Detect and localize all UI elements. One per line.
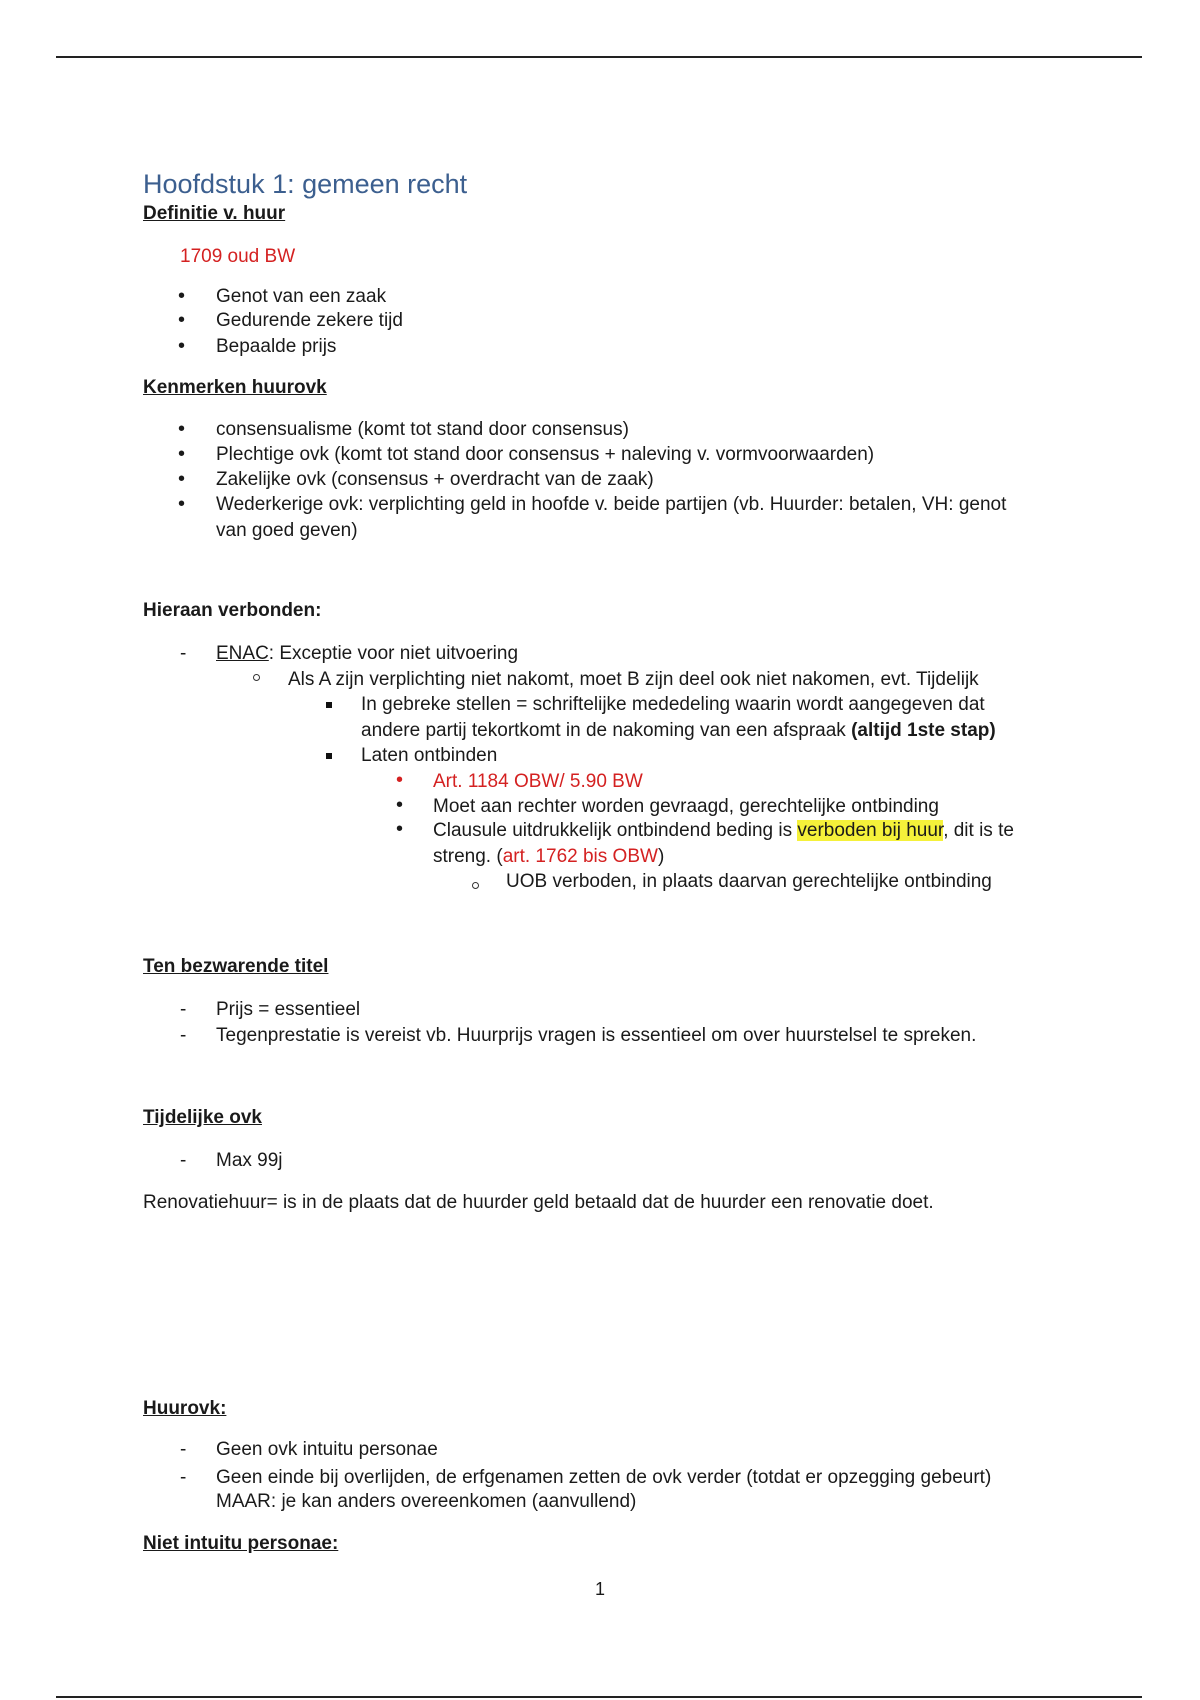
dash-bullet-icon: - [180, 1150, 187, 1171]
list-item: Als A zijn verplichting niet nakomt, moet B zijn deel ook niet nakomen, evt. Tijdelijk [288, 669, 979, 690]
dash-bullet-icon: - [180, 1439, 187, 1460]
legal-reference: Art. 1184 OBW/ 5.90 BW [433, 771, 643, 792]
section-heading-tijdelijke: Tijdelijke ovk [143, 1107, 262, 1128]
bullet-icon: • [178, 285, 186, 307]
dash-bullet-icon: - [180, 1467, 187, 1488]
clausule-text: Clausule uitdrukkelijk ontbindend beding is [433, 820, 798, 841]
section-heading-huurovk: Huurovk: [143, 1398, 227, 1419]
list-item: Prijs = essentieel [216, 999, 361, 1020]
chapter-title: Hoofdstuk 1: gemeen recht [143, 169, 468, 199]
list-item: UOB verboden, in plaats daarvan gerechtelijke ontbinding [506, 871, 992, 892]
list-item: consensualisme (komt tot stand door consensus) [216, 419, 629, 440]
list-item: Zakelijke ovk (consensus + overdracht van de zaak) [216, 469, 654, 490]
list-item: Max 99j [216, 1150, 283, 1171]
page-number: 1 [595, 1579, 606, 1599]
legal-reference: 1709 oud BW [180, 246, 296, 267]
square-bullet-icon [326, 750, 332, 759]
list-item: Geen ovk intuitu personae [216, 1439, 438, 1460]
list-item: Genot van een zaak [216, 286, 387, 307]
dash-bullet-icon: - [180, 999, 187, 1020]
clausule-text-end: , dit is te [943, 820, 1014, 841]
list-item: Geen einde bij overlijden, de erfgenamen zetten de ovk verder (totdat er opzegging gebeurt) [216, 1467, 992, 1488]
bullet-icon: • [396, 794, 404, 816]
bullet-icon: • [178, 443, 186, 465]
highlighted-text: verboden bij huur [797, 820, 944, 841]
bullet-icon: • [178, 468, 186, 490]
bottom-page-rule [56, 1696, 1142, 1698]
list-item: Bepaalde prijs [216, 336, 337, 357]
gebreke-text: andere partij tekortkomt in de nakoming van een afspraak [361, 720, 852, 741]
list-item-continuation [361, 720, 996, 742]
list-item-continuation: MAAR: je kan anders overeenkomen (aanvullend) [216, 1491, 637, 1512]
circle-bullet-icon [253, 672, 260, 681]
section-heading-verbonden: Hieraan verbonden: [143, 600, 322, 621]
list-item: Laten ontbinden [361, 745, 498, 766]
circle-bullet-icon [472, 880, 479, 889]
dash-bullet-icon: - [180, 643, 187, 664]
bullet-icon: • [396, 769, 404, 791]
legal-reference: art. 1762 bis OBW [502, 846, 658, 867]
list-item: In gebreke stellen = schriftelijke mededeling waarin wordt aangegeven dat [361, 694, 985, 715]
enac-description: : Exceptie voor niet uitvoering [268, 643, 519, 664]
bullet-icon: • [178, 309, 186, 331]
list-item-continuation [433, 846, 664, 868]
bullet-icon: • [178, 418, 186, 440]
streng-close: ) [657, 846, 665, 867]
section-heading-kenmerken: Kenmerken huurovk [143, 377, 327, 398]
square-bullet-icon [326, 699, 332, 708]
list-item: Gedurende zekere tijd [216, 310, 403, 331]
list-item: Tegenprestatie is vereist vb. Huurprijs vragen is essentieel om over huurstelsel te spreken. [216, 1025, 977, 1046]
list-item-enac [216, 643, 518, 665]
section-heading-definitie: Definitie v. huur [143, 203, 286, 224]
section-heading-niet-intuitu: Niet intuitu personae: [143, 1533, 339, 1554]
list-item: Wederkerige ovk: verplichting geld in hoofde v. beide partijen (vb. Huurder: betalen, VH: genot [216, 494, 1007, 515]
dash-bullet-icon: - [180, 1025, 187, 1046]
bullet-icon: • [178, 335, 186, 357]
bullet-icon: • [178, 493, 186, 515]
list-item-clausule [433, 820, 1014, 842]
gebreke-emphasis: (altijd 1ste stap) [851, 720, 996, 741]
section-heading-bezwarende: Ten bezwarende titel [143, 956, 329, 977]
list-item-continuation: van goed geven) [216, 520, 358, 541]
renovatie-paragraph: Renovatiehuur= is in de plaats dat de huurder geld betaald dat de huurder een renovatie doet. [143, 1192, 934, 1213]
streng-text: streng. ( [433, 846, 503, 867]
enac-abbreviation: ENAC [216, 643, 269, 664]
list-item: Moet aan rechter worden gevraagd, gerechtelijke ontbinding [433, 796, 939, 817]
bullet-icon: • [396, 818, 404, 840]
list-item: Plechtige ovk (komt tot stand door consensus + naleving v. vormvoorwaarden) [216, 444, 875, 465]
